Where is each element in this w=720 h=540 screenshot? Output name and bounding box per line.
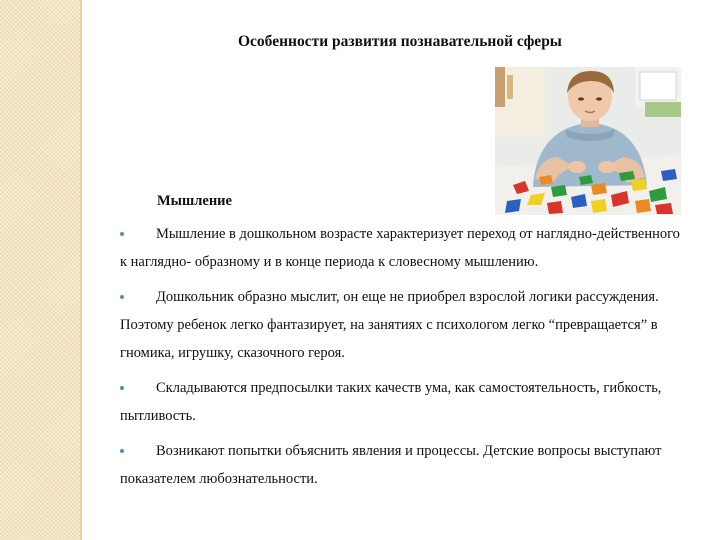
bullet-dot-icon	[120, 449, 124, 453]
bullet-item	[120, 437, 680, 493]
bullet-item	[120, 374, 680, 430]
bullet-text: Возникают попытки объяснить явления и процессы. Детские вопросы выступают показателем любознательности.	[120, 443, 662, 487]
decorative-left-band	[0, 0, 80, 540]
bullet-text: Мышление в дошкольном возрасте характеризует переход от наглядно-действенного к наглядно- образному и в конце периода к словесному мышлению.	[120, 226, 680, 270]
child-with-mosaic-puzzle-photo	[495, 67, 681, 215]
band-divider	[80, 0, 82, 540]
bullet-dot-icon	[120, 295, 124, 299]
bullet-list	[120, 220, 680, 500]
bullet-text: Складываются предпосылки таких качеств ума, как самостоятельность, гибкость, пытливость.	[120, 380, 662, 424]
bullet-item	[120, 220, 680, 276]
bullet-dot-icon	[120, 232, 124, 236]
bullet-item	[120, 283, 680, 367]
bullet-dot-icon	[120, 386, 124, 390]
section-subheading: Мышление	[157, 193, 232, 209]
slide-title: Особенности развития познавательной сферы	[238, 33, 562, 50]
bullet-text: Дошкольник образно мыслит, он еще не приобрел взрослой логики рассуждения. Поэтому ребенок легко фантазирует, на занятиях с психологом легко “превращается” в гномика, игрушку, сказочного героя.	[120, 289, 659, 361]
